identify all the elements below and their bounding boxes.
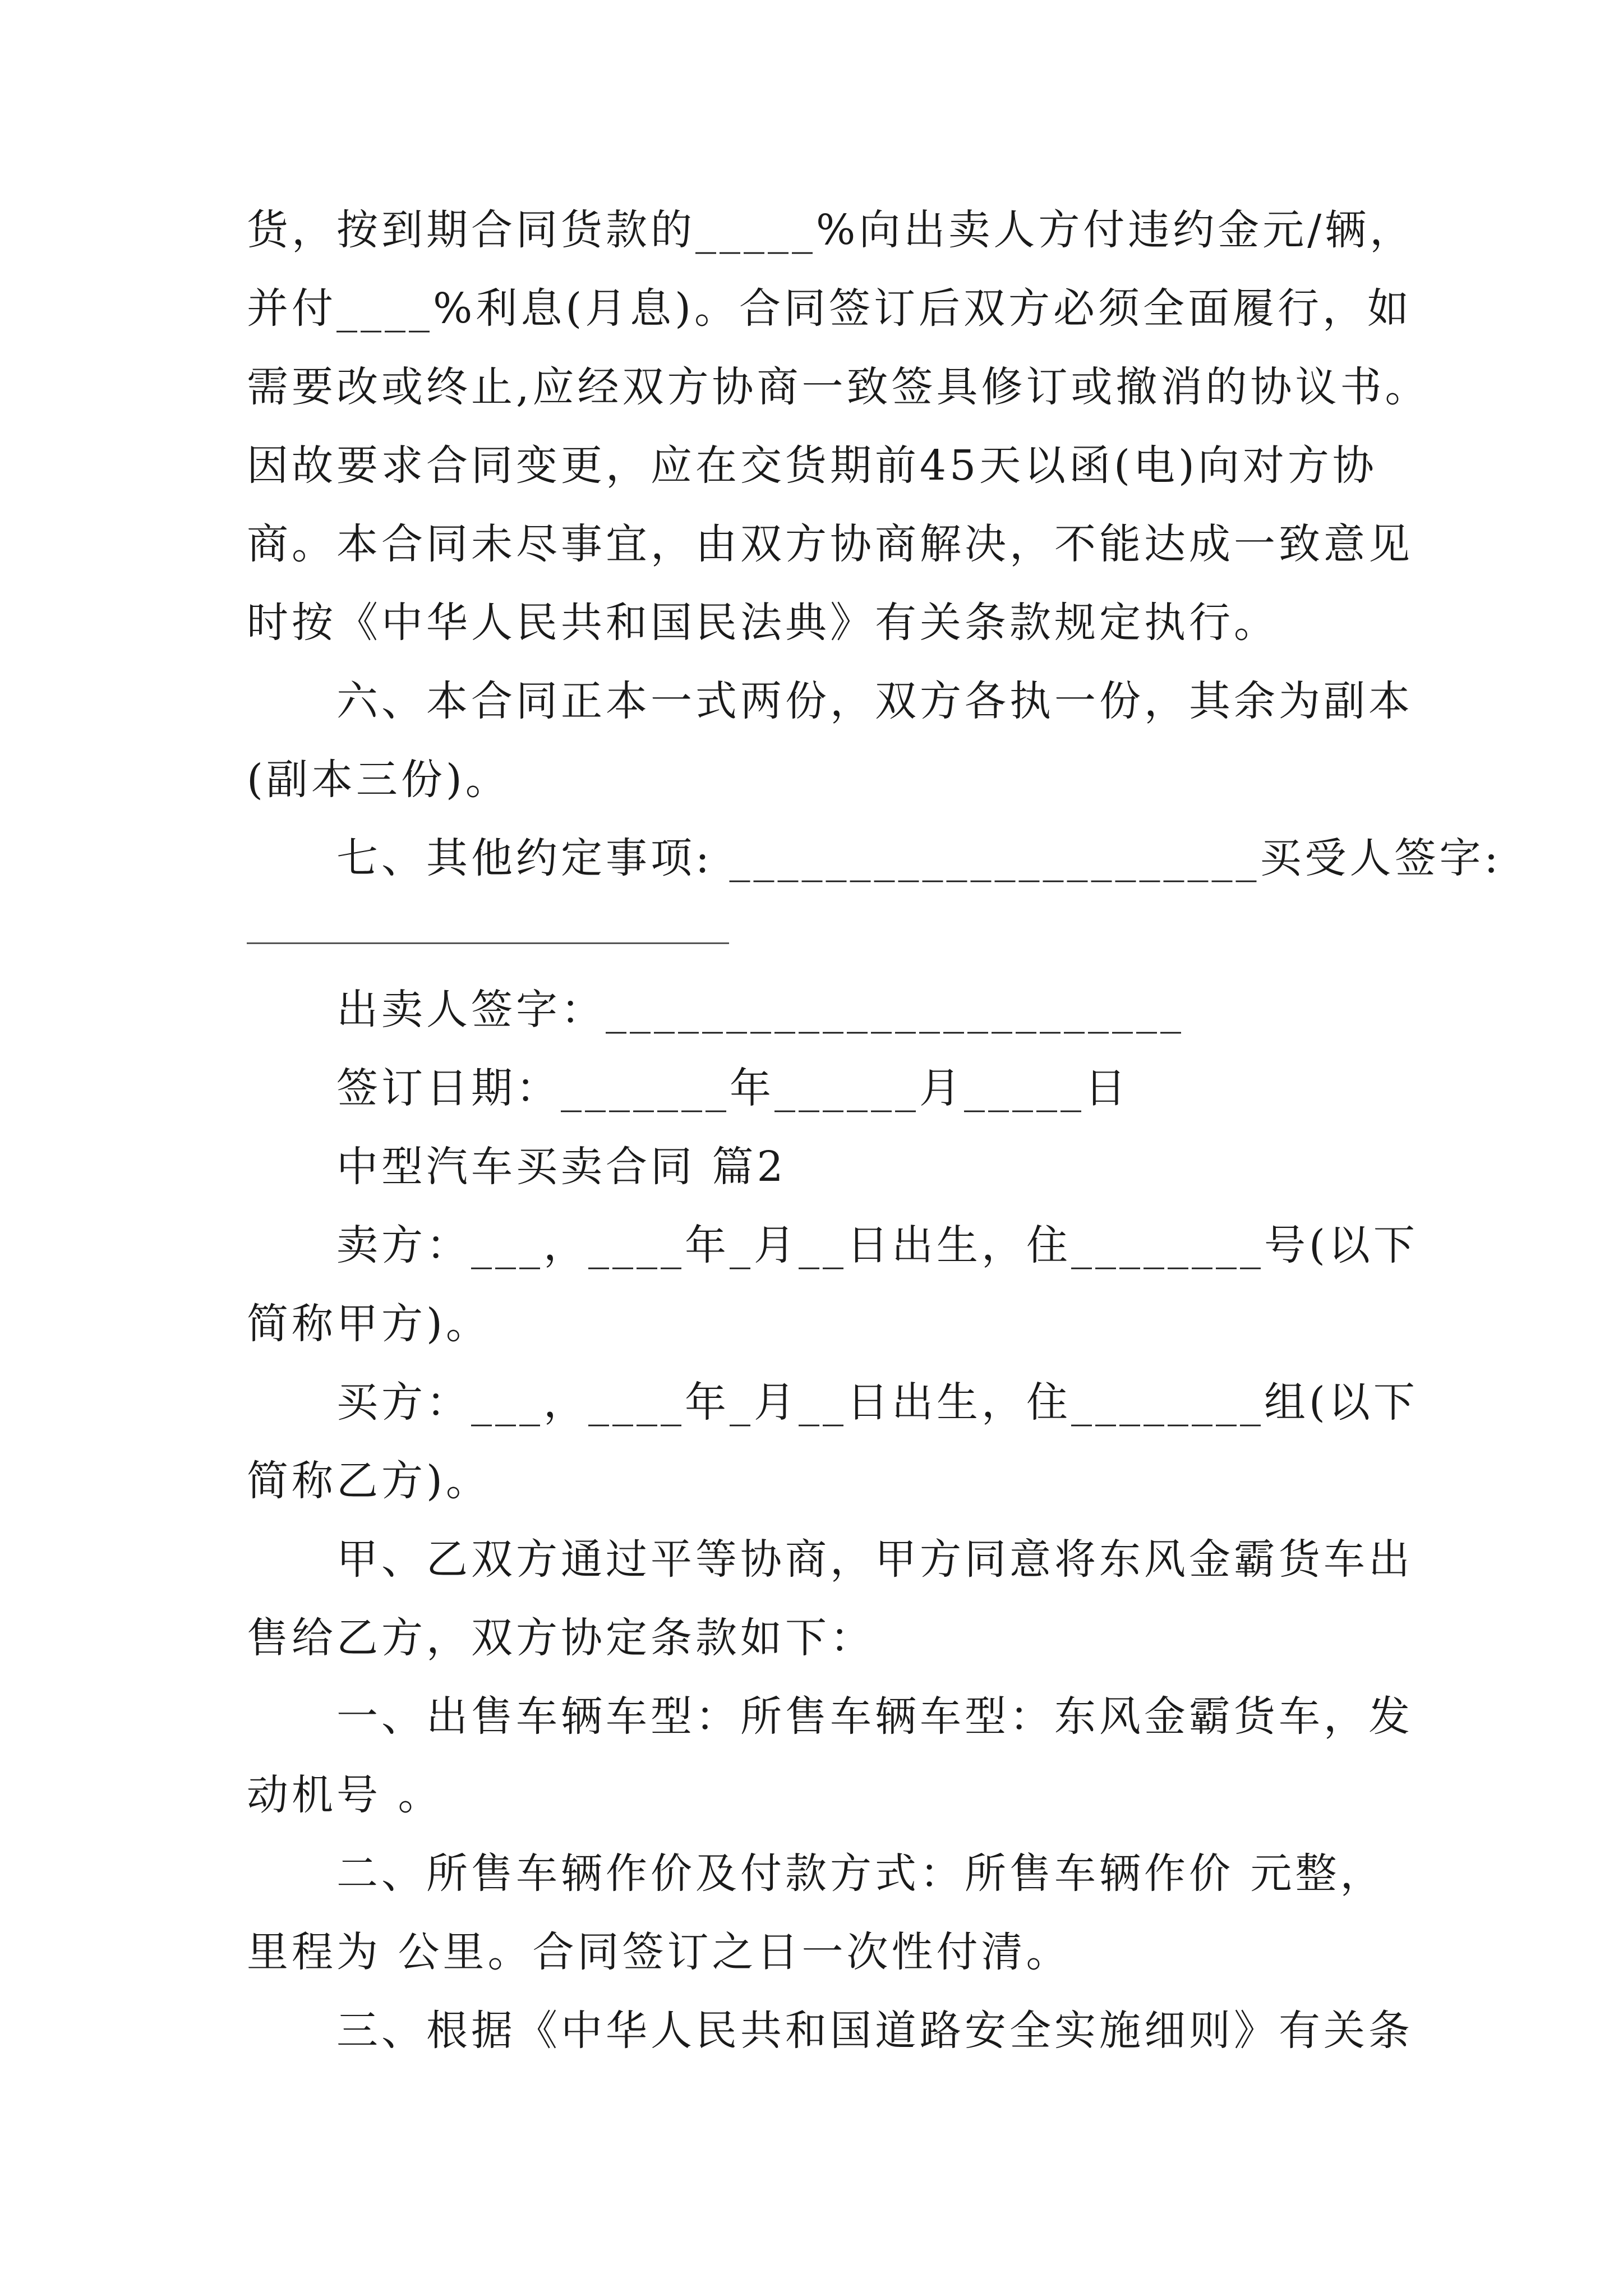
text-line: (副本三份)。	[247, 756, 510, 804]
text-line: 甲、乙双方通过平等协商，甲方同意将东风金霸货车出	[336, 1535, 1413, 1584]
text-line: 简称乙方)。	[247, 1457, 491, 1505]
text-line: 货，按到期合同货款的_____%向出卖人方付违约金元/辆，	[247, 206, 1415, 254]
text-line: 简称甲方)。	[247, 1300, 491, 1348]
text-line: 签订日期：_______年______月_____日	[336, 1064, 1129, 1112]
text-line: 商。本合同未尽事宜，由双方协商解决，不能达成一致意见	[247, 520, 1413, 568]
section-title: 中型汽车买卖合同 篇2	[336, 1143, 787, 1191]
text-line: 七、其他约定事项: ______________________买受人签字:	[336, 834, 1502, 882]
text-line: 一、出售车辆车型：所售车辆车型：东风金霸货车，发	[336, 1692, 1413, 1741]
text-line: 三、根据《中华人民共和国道路安全实施细则》有关条	[336, 2007, 1413, 2055]
text-line: 买方：___，____年_月__日出生，住________组(以下	[336, 1378, 1418, 1427]
text-line: 二、所售车辆作价及付款方式：所售车辆作价 元整，	[336, 1849, 1385, 1898]
text-line: 卖方：___，____年_月__日出生，住________号(以下	[336, 1221, 1418, 1269]
text-line: 六、本合同正本一式两份，双方各执一份，其余为副本	[336, 677, 1413, 725]
text-line: 需要改或终止,应经双方协商一致签具修订或撤消的协议书。	[247, 363, 1430, 411]
text-line: 动机号 。	[247, 1771, 443, 1819]
text-line: 并付____%利息(月息)。合同签订后双方必须全面履行，如	[247, 284, 1413, 333]
text-line: 时按《中华人民共和国民法典》有关条款规定执行。	[247, 599, 1279, 647]
text-line: 里程为 公里。合同签订之日一次性付清。	[247, 1928, 1071, 1976]
signature-rule	[247, 942, 729, 944]
text-line: 售给乙方，双方协定条款如下：	[247, 1614, 875, 1662]
text-line: 出卖人签字：________________________	[336, 986, 1184, 1034]
text-line: 因故要求合同变更，应在交货期前45天以函(电)向对方协	[247, 441, 1377, 490]
